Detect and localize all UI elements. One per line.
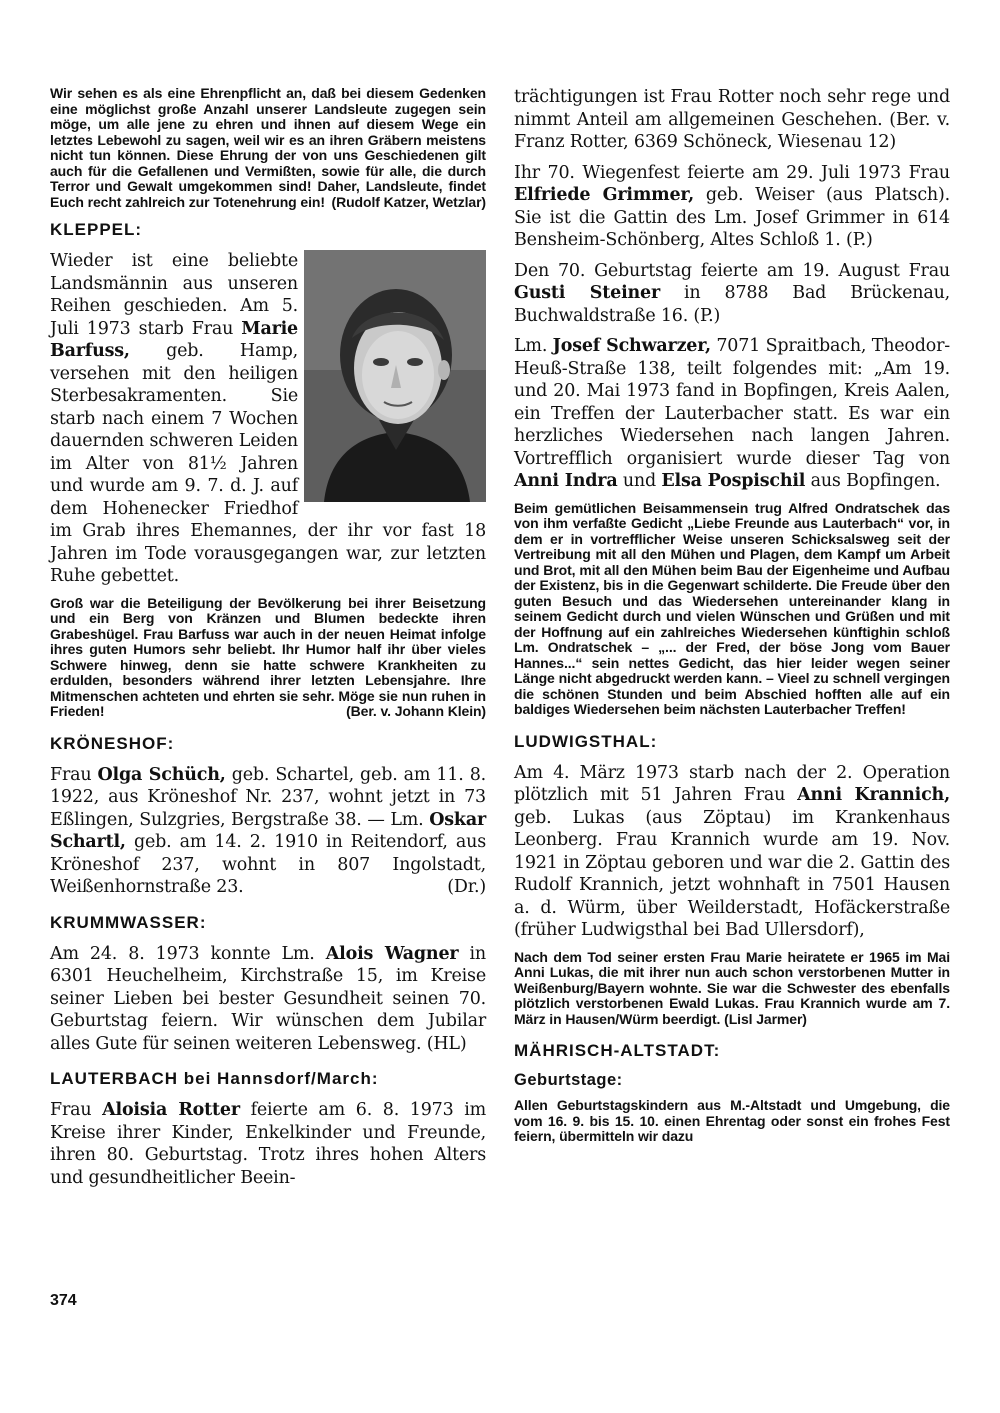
- ludwigsthal-small-paragraph: Nach dem Tod seiner ersten Frau Marie heiratete er 1965 im Mai Anni Lukas, die mit ihrer nun auch schon verstorbenen Mutter in Weißenburg/Bayern wohnte. Sie war die Schwester des ebenfalls plötzlich verstorbenen Ewald Lukas. Frau Krannich wurde am 7. März in Hausen/Würm beerdigt. (Lisl Jarmer): [514, 948, 950, 1027]
- intro-paragraph: Wir sehen es als eine Ehrenpflicht an, daß bei diesem Gedenken eine möglichst große Anzahl unserer Landsleute zugegen sein möge, um alle jene zu ehren und ihnen auf diesem Wege ein letztes Lebewohl zu sagen, weil wir es an ihren Gräbern meistens nicht tun können. Diese Ehrung der von uns Geschiedenen gilt auch für die Gefallenen und Vermißten, sowie für alle, die durch Terror und Gewalt umgekommen sind! Daher, Landsleute, findet Euch recht zahlreich zur Totenehrung ein! (Rudolf Katzer, Wetzlar): [50, 85, 486, 210]
- heading-lauterbach: LAUTERBACH bei Hannsdorf/March:: [50, 1069, 379, 1088]
- ondratschek-paragraph: Beim gemütlichen Beisammensein trug Alfred Ondratschek das von ihm verfaßte Gedicht „Liebe Freunde aus Lauterbach“ vor, in dem er in vortrefflicher Weise unseren Schicksalsweg seit der Vertreibung mit all den Mühen und Plagen, dem Kampf um Arbeit und Brot, mit all den Mühen beim Bau der Eigenheime und Aufbau der Existenz, bis in die Gegenwart schilderte. Die Freude über den guten Besuch und das Wiedersehen untereinander klang in seinem Gedicht durch und vielen Wünschen und Grüßen und mit der Hoffnung auf ein zahlreiches Wiedersehen künftighin schloß Lm. Ondratschek – „... der Fred, der böse Jong vom Bauer Hannes...“ sein nettes Gedicht, das hier leider wegen seiner Länge nicht abgedruckt werden kann. – Vieel zu schnell vergingen die schönen Stunden und beim Abschied hofften alle auf ein baldiges Wiedersehen beim nächsten Lauterbacher Treffen!: [514, 499, 950, 717]
- page-number: 374: [50, 1292, 77, 1309]
- kroneshof-signature: (Dr.): [447, 877, 486, 897]
- person-name: Anni Indra: [514, 471, 618, 491]
- person-name: Elsa Pospischil: [661, 471, 806, 491]
- kleppel-signature: (Ber. v. Johann Klein): [346, 703, 486, 719]
- person-name: Olga Schüch,: [97, 764, 226, 785]
- portrait-photo: [304, 250, 486, 502]
- person-name: Gusti Steiner: [514, 283, 660, 303]
- subheading-birthdays: Geburtstage:: [514, 1071, 623, 1089]
- kleppel-small-paragraph: Groß war die Beteiligung der Bevölkerung bei ihrer Beisetzung und ein Berg von Kränzen und Blumen bedeckte ihren Grabeshügel. Frau Barfuss war auch in der neuen Heimat infolge ihres guten Humors sehr beliebt. Ihr Humor half ihr über vieles Schwere hinweg, denn sie hatte schwere Krankheiten zu erdulden, besonders während ihrer letzten Lebensjahre. Ihre Mitmenschen achteten und ehrten sie sehr. Möge sie nun ruhen in Frieden! (Ber. v. Johann Klein): [50, 594, 486, 719]
- right-column: [514, 86, 950, 1155]
- person-name: Elfriede Grimmer,: [514, 185, 695, 205]
- heading-altstadt: MÄHRISCH-ALTSTADT:: [514, 1041, 721, 1060]
- schwarzer-paragraph: Lm. Josef Schwarzer, 7071 Spraitbach, Theodor-Heuß-Straße 138, teilt folgendes mit: „Am 19. und 20. Mai 1973 fand in Bopfingen, Kreis Aalen, ein Treffen der Lauterbacher statt. Es war ein herzliches Wiedersehen nach langen Jahren. Vortrefflich organisiert wurde dieser Tag von Anni Indra und Elsa Pospischil aus Bopfingen.: [514, 336, 950, 491]
- heading-kleppel: KLEPPEL:: [50, 220, 143, 239]
- person-name: Aloisia Rotter: [102, 1100, 240, 1120]
- portrait-photo-drawing: [304, 250, 486, 502]
- kleppel-paragraph: Wieder ist eine beliebte Landsmännin aus unseren Reihen geschieden. Am 5. Juli 1973 starb Frau Marie Barfuss, geb. Hamp, versehen mit den heiligen Sterbesakramenten. Sie starb nach einem 7 Wochen dauernden schweren Leiden im Alter von 81½ Jahren und wurde am 9. 7. d. J. auf dem Hohenecker Friedhof im Grab ihres Ehemannes, der ihr vor fast 18 Jahren im Tode vorausgegangen war, zur letzten Ruhe gebettet.: [50, 251, 486, 586]
- person-name: Oskar Schartl,: [50, 809, 486, 852]
- krummwasser-paragraph: Am 24. 8. 1973 konnte Lm. Alois Wagner in 6301 Heuchelheim, Kirchstraße 15, im Kreise seiner Lieben bei bester Gesundheit seinen 70. Geburtstag feiern. Wir wünschen dem Jubilar alles Gute für seinen weiteren Lebensweg. (HL): [50, 943, 486, 1054]
- heading-krummwasser: KRUMMWASSER:: [50, 912, 207, 932]
- person-name: Alois Wagner: [325, 943, 459, 964]
- heading-kroneshof: KRÖNESHOF:: [50, 733, 175, 753]
- person-name: Anni Krannich,: [797, 785, 950, 805]
- heading-ludwigsthal: LUDWIGSTHAL:: [514, 731, 658, 751]
- person-name: Josef Schwarzer,: [552, 336, 711, 356]
- kroneshof-paragraph: Frau Olga Schüch, geb. Schartel, geb. am 11. 8. 1922, aus Kröneshof Nr. 237, wohnt jetzt in 73 Eßlingen, Sulzgries, Bergstraße 38. — Lm. Oskar Schartl, geb. am 14. 2. 1910 in Reitendorf, aus Kröneshof 237, wohnt in 807 Ingolstadt, Weißenhornstraße 23. (Dr.): [50, 764, 486, 897]
- ludwigsthal-paragraph: Am 4. März 1973 starb nach der 2. Operation plötzlich mit 51 Jahren Frau Anni Krannich, geb. Lukas (aus Zöptau) im Krankenhaus Leonberg. Frau Krannich wurde am 19. Nov. 1921 in Zöptau geboren und war die 2. Gattin des Rudolf Krannich, jetzt wohnhaft in 7501 Hausen a. d. Würm, über Weilderstadt, Hofäckerstraße (früher Ludwigsthal bei Bad Ullersdorf),: [514, 762, 950, 940]
- lauterbach-continued: trächtigungen ist Frau Rotter noch sehr rege und nimmt Anteil am allgemeinen Geschehen. (Ber. v. Franz Rotter, 6369 Schöneck, Wiesenau 12): [514, 87, 950, 152]
- altstadt-paragraph: Allen Geburtstagskindern aus M.-Altstadt und Umgebung, die vom 16. 9. bis 15. 10. einen Ehrentag oder sonst ein frohes Fest feiern, übermitteln wir dazu: [514, 1097, 950, 1144]
- left-column: [50, 86, 486, 1197]
- grimmer-paragraph: Ihr 70. Wiegenfest feierte am 29. Juli 1973 Frau Elfriede Grimmer, geb. Weiser (aus Platsch). Sie ist die Gattin des Lm. Josef Grimmer in 614 Bensheim-Schönberg, Altes Schloß 1. (P.): [514, 162, 950, 250]
- steiner-paragraph: Den 70. Geburtstag feierte am 19. August Frau Gusti Steiner in 8788 Bad Brückenau, Buchwaldstraße 16. (P.): [514, 260, 950, 326]
- intro-signature: (Rudolf Katzer, Wetzlar): [331, 193, 486, 210]
- lauterbach-paragraph: Frau Aloisia Rotter feierte am 6. 8. 1973 im Kreise ihrer Kinder, Enkelkinder und Freunde, ihren 80. Geburtstag. Trotz ihres hohen Alters und gesundheitlicher Beein-: [50, 1100, 486, 1188]
- person-name: Marie Barfuss,: [50, 318, 298, 361]
